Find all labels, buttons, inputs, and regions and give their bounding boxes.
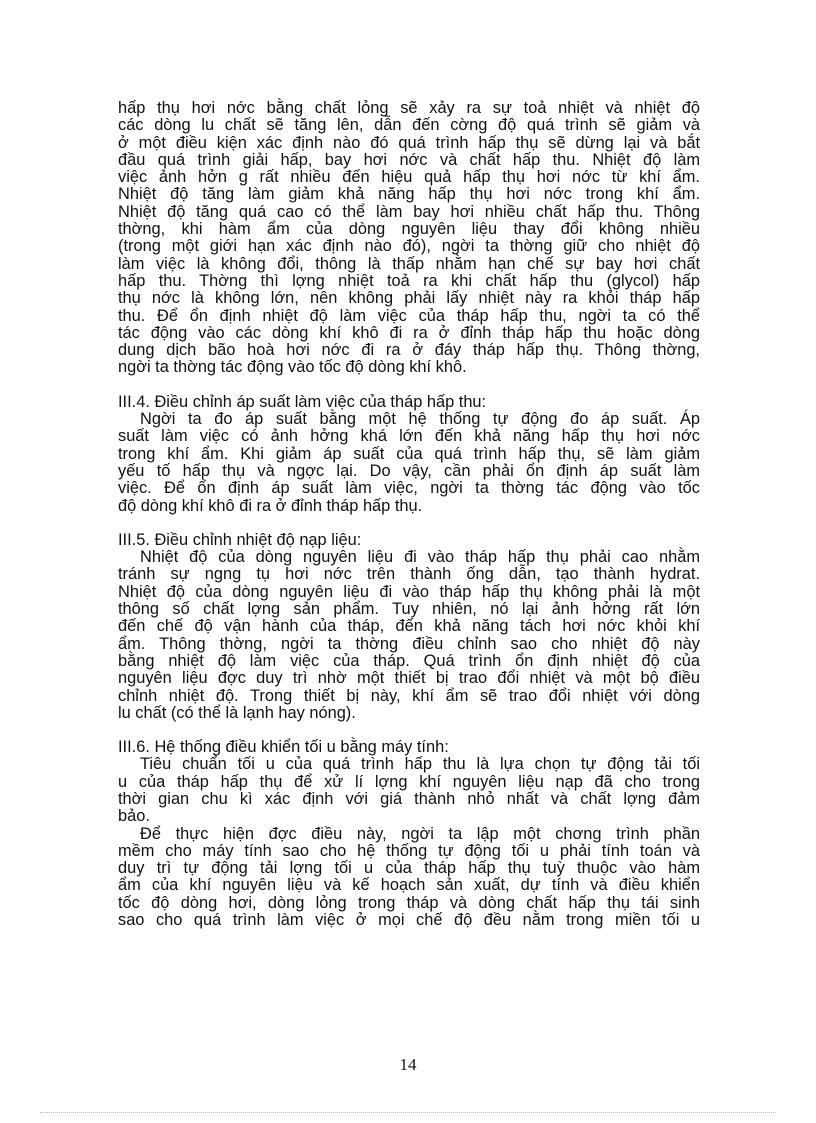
text-line: (trong một giới hạn xác định nào đó), ngời ta thờng giữ cho nhiệt độ	[118, 237, 700, 256]
text-line: thu. Để ổn định nhiệt độ làm việc của tháp hấp thu, ngời ta có thể	[118, 306, 700, 325]
text-line: trong khí ẩm. Khi giảm áp suất của quá trình hấp thụ, sẽ làm giảm	[118, 444, 700, 463]
paragraph-optimal-control	[118, 756, 700, 825]
paragraph-feed-temperature	[118, 549, 700, 722]
text-line: tác động vào các dòng khí khô đi ra ở đỉnh tháp hấp thu hoặc dòng	[118, 323, 700, 342]
text-line: việc. Để ổn định áp suất làm việc, ngời ta thờng tác động vào tốc	[118, 479, 700, 498]
text-line: yếu tố hấp thụ và ngợc lại. Do vậy, cần phải ổn định áp suất làm	[118, 461, 700, 480]
paragraph-software	[118, 826, 700, 930]
section-heading: III.4. Điều chỉnh áp suất làm việc của tháp hấp thu:	[118, 392, 487, 411]
text-line: bằng nhiệt độ làm việc của tháp. Quá trình ổn định nhiệt độ của	[118, 651, 700, 670]
text-line: độ dòng khí khô đi ra ở đỉnh tháp hấp thụ.	[118, 496, 423, 515]
text-line: việc ảnh hởn g rất nhiều đến hiệu quả hấp thụ hơi nớc từ khí ẩm.	[118, 168, 700, 187]
text-line: lu chất (có thể là lạnh hay nóng).	[118, 703, 356, 722]
text-line: sao cho quá trình làm việc ở mọi chế độ đều nằm trong miền tối u	[118, 911, 700, 930]
text-line: làm việc là không đổi, thông là thấp nhằm hạn chế sự bay hơi chất	[118, 254, 700, 273]
text-line: Ngời ta đo áp suất bằng một hệ thống tự động đo áp suất. Áp	[140, 410, 700, 429]
text-line: Nhiệt độ của dòng nguyên liệu đi vào tháp hấp thụ phải cao nhằm	[140, 548, 700, 567]
section-heading: III.5. Điều chỉnh nhiệt độ nạp liệu:	[118, 530, 362, 549]
text-line: các dòng lu chất sẽ tăng lên, dẫn đến cờng độ quá trình sẽ giảm và	[118, 116, 700, 135]
section-heading-III-4	[118, 394, 700, 411]
text-line: ẩm. Thông thờng, ngời ta thờng điều chỉnh sao cho nhiệt độ này	[118, 634, 700, 653]
text-line: bảo.	[118, 807, 150, 826]
text-line: chỉnh nhiệt độ. Trong thiết bị này, khí ẩm sẽ trao đổi nhiệt với dòng	[118, 686, 700, 705]
text-line: duy trì tự động tải lợng tối u của tháp hấp thụ tuỳ thuộc vào hàm	[118, 859, 700, 878]
section-heading-III-5	[118, 532, 700, 549]
text-line: đầu quá trình giải hấp, bay hơi nớc và chất hấp thu. Nhiệt độ làm	[118, 150, 700, 169]
text-line: thông số chất lợng sản phẩm. Tuy nhiên, nó lại ảnh hởng rất lớn	[118, 600, 700, 619]
text-line: nguyên liệu đợc duy trì nhờ một thiết bị trao đổi nhiệt và một bộ điều	[118, 669, 700, 688]
text-line: ngời ta thờng tác động vào tốc độ dòng khí khô.	[118, 358, 467, 377]
text-line: đến chế độ vận hành của tháp, đến khả năng tách hơi nớc khỏi khí	[118, 617, 700, 636]
text-line: mềm cho máy tính sao cho hệ thống tự động tối u phải tính toán và	[118, 841, 700, 860]
section-heading-III-6	[118, 739, 700, 756]
text-line: u của tháp hấp thụ để xử lí lợng khí nguyên liệu nạp đã cho trong	[118, 772, 700, 791]
text-line: Nhiệt độ của dòng nguyên liệu đi vào tháp hấp thụ không phải là một	[118, 582, 700, 601]
text-line: hấp thụ hơi nớc bằng chất lỏng sẽ xảy ra sự toả nhiệt và nhiệt độ	[118, 99, 700, 117]
text-line: ở một điều kiện xác định nào đó quá trình hấp thụ sẽ dừng lại và bắt	[118, 133, 700, 152]
text-line: tốc độ dòng hơi, dòng lỏng trong tháp và dòng chất hấp thụ tái sinh	[118, 893, 700, 912]
page-bottom-divider	[40, 1112, 776, 1113]
text-line: suất làm việc có ảnh hởng khá lớn đến khả năng hấp thụ hơi nớc	[118, 427, 700, 446]
paragraph-intro	[118, 100, 700, 377]
text-line: ẩm của khí nguyên liệu và kế hoạch sản xuất, dự tính và điều khiển	[118, 876, 700, 895]
text-line: thờng, khi hàm ẩm của dòng nguyên liệu thay đổi không nhiều	[118, 220, 700, 239]
document-page	[118, 100, 700, 929]
text-line: hấp thu. Thờng thì lợng nhiệt toả ra khi chất hấp thu (glycol) hấp	[118, 271, 700, 290]
text-line: dung dịch bão hoà hơi nớc đi ra ở đáy tháp hấp thụ. Thông thờng,	[118, 341, 700, 360]
text-line: tránh sự ngng tụ hơi nớc trên thành ống dẫn, tạo thành hydrat.	[118, 565, 700, 584]
text-line: Tiêu chuẩn tối u của quá trình hấp thu là lựa chọn tự động tải tối	[140, 755, 700, 774]
page-number: 14	[399, 1055, 417, 1074]
section-heading: III.6. Hệ thống điều khiển tối u bằng máy tính:	[118, 738, 449, 757]
text-line: Nhiệt độ tăng làm giảm khả năng hấp thụ hơi nớc trong khí ẩm.	[118, 185, 700, 204]
text-line: thời gian chu kì xác định với giá thành nhỏ nhất và chất lợng đảm	[118, 789, 700, 808]
text-line: thụ nớc là không lớn, nên không phải lấy nhiệt này ra khỏi tháp hấp	[118, 289, 700, 308]
paragraph-pressure	[118, 411, 700, 515]
text-line: Để thực hiện đợc điều này, ngời ta lập một chơng trình phần	[140, 824, 700, 843]
text-line: Nhiệt độ tăng quá cao có thể làm bay hơi nhiều chất hấp thu. Thông	[118, 202, 700, 221]
